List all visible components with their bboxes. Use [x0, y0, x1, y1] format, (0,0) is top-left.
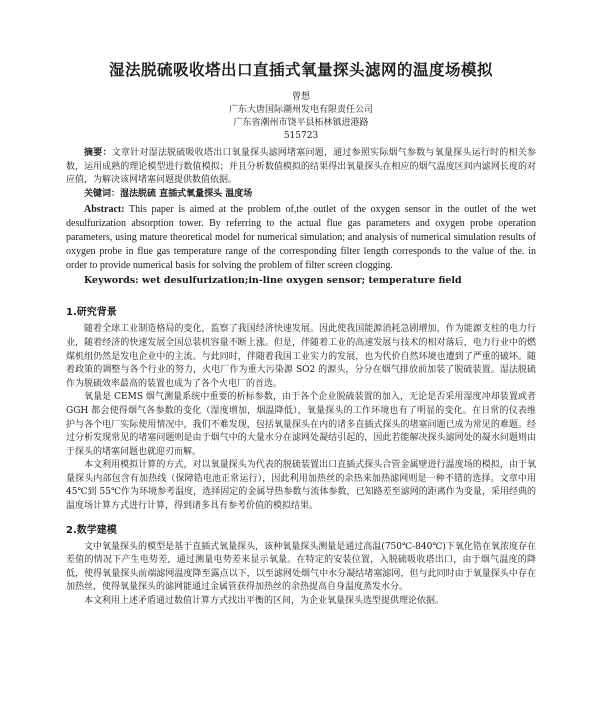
keywords-cn	[84, 188, 536, 202]
abstract-en	[66, 203, 536, 272]
author: 曾想	[291, 92, 310, 102]
abstract-cn-text: 文章针对湿法脱硫吸收塔出口氧量探头滤网堵塞问题，通过参照实际烟气参数与氧量探头运行时的相关参数，运用成熟的理论模型进行数值模拟；并且分析数值模拟的结果得出氧量探头在相应的烟气温度区间内滤网长度的对应值，为解决该网堵塞问题提供数值依据。	[66, 148, 536, 186]
paper-title: 湿法脱硫吸收塔出口直插式氧量探头滤网的温度场模拟	[108, 61, 493, 79]
postcode: 515723	[283, 131, 319, 141]
section-1-paragraph-1: 随着全球工业制造格局的变化，监察了我国经济快速发展。因此使我国能源消耗急剧增加，作为能源支柱的电力行业，随着经济的快速发展全国总装机容量不断上涨。但是，伴随着工业的高速发展与技术的相对落后，电力行业中的燃煤机组仍然是发电企业中的主流。与此同时，伴随着我国工业实力的发展，也为代价自然环境也遭到了严重的破坏。随着政策的调整与各个行业的努力，火电厂作为重大污染源 SO2 的源头，分分在烟气排放前加装了脱硫装置。湿法脱硫作为脱硫效率最高的装置也成为了各个火电厂的首选。	[66, 324, 536, 389]
address: 广东省潮州市饶平县柘林镇进港路	[233, 118, 369, 128]
section-1-heading: 1.研究背景	[66, 307, 117, 319]
keywords-en-text: wet desulfurization;in-line oxygen sensor; temperature field	[141, 275, 462, 287]
abstract-en-label: Abstract:	[84, 204, 125, 216]
affiliation: 广东大唐国际潮州发电有限责任公司	[228, 105, 373, 115]
section-2-heading: 2.数学建模	[66, 524, 117, 536]
section-1-paragraph-3: 本文利用模拟计算的方式，对以氧量探头为代表的脱硫装置出口直插式探头合管金属壁进行温度场的模拟，由于氧量探头内部包含有加热线（保障锆电池正常运行），因此利用加热丝的余热来加热滤网则是一种不错的选择。文章中用 45℃到 55℃作为环境参考温度，选择固定的金属导热参数与流体参数，已知路差至滤网的距离作为变量，采用经典的温度场计算方式进行计算，得到诸多具有参考价值的模拟结果。	[66, 460, 536, 512]
abstract-cn	[66, 147, 536, 188]
section-2-paragraph-1: 文中氧量探头的模型是基于直插式氧量探头，该种氧量探头测量是通过高温(750℃-840℃)下氧化锆在氧浓度存在差值的情况下产生电势差，通过测量电势差来显示氧量。在特定的安装位置，入脱硫吸收塔出口，由于烟气温度的降低，使得氧量探头前端滤网温度降至露点以下，以至滤网处烟气中水分凝结堵塞滤网，但与此同时由于氧量探头中存在加热丝，使得氧量探头的滤网能通过金属管获得加热丝的余热提高自身温度蒸发水分。	[66, 541, 536, 593]
abstract-en-text: This paper is aimed at the problem of,the outlet of the oxygen sensor in the outlet of the wet desulfurization absorption tower. By referring to the actual flue gas parameters and oxygen probe operation parameters, using mature theoretical model for numerical simulation; and analysis of numerical simulation results of oxygen probe in flue gas temperature range of the corresponding filter length corresponds to the value of the. in order to provide numerical basis for solving the problem of filter screen clogging.	[66, 204, 536, 271]
keywords-en-label: Keywords:	[84, 275, 139, 287]
section-2-paragraph-2: 本文利用上述矛盾通过数值计算方式找出平衡的区间，为企业氧量探头选型提供理论依据。	[84, 596, 445, 607]
abstract-cn-label: 摘要：	[84, 148, 112, 158]
section-1-paragraph-2: 氧量是 CEMS 烟气测量系统中重要的析标参数，由于各个企业脱硫装置的加入，无论是否采用湿度冲却装置或者 GGH 都会使得烟气各参数的变化（湿度增加，烟温降低），氧量探头的工作环境也有了明显的变化。在日常的仪表维护与各个电厂实际使用情况中，我们不难发现，包括氧量探头在内的诸多直插式探头的堵塞问题已成为常见的难题。经过分析发现常见的堵塞问题则是由于烟气中的大量水分在滤网处凝结引起的，因此若能解决探头滤网处的凝水问题则由于探头的堵塞问题也就迎刃而解。	[66, 392, 536, 457]
keywords-cn-text: 湿法脱硫 直插式氧量探头 温度场	[120, 188, 253, 199]
keywords-en	[84, 274, 536, 288]
keywords-cn-label: 关键词：	[84, 188, 121, 199]
